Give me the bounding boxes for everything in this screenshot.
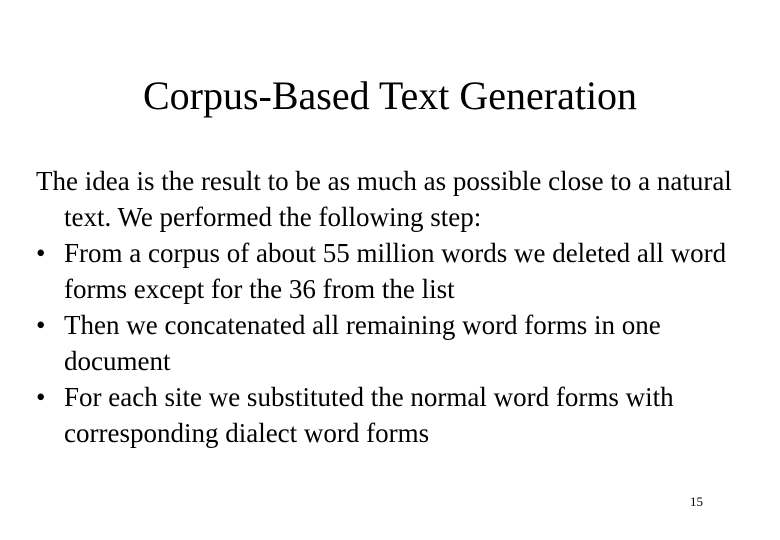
- page-number: 15: [690, 494, 703, 509]
- bullet-item: [36, 379, 756, 451]
- bullet-icon: •: [36, 310, 46, 340]
- bullet-text: Then we concatenated all remaining word forms in one document: [64, 310, 661, 376]
- bullet-icon: •: [36, 238, 46, 268]
- bullet-icon: •: [36, 382, 46, 412]
- bullet-text: For each site we substituted the normal word forms with corresponding dialect word forms: [64, 382, 674, 448]
- intro-paragraph: The idea is the result to be as much as possible close to a natural text. We performed the following step:: [36, 166, 732, 232]
- slide-title: Corpus-Based Text Generation: [142, 73, 638, 118]
- bullet-item: [36, 307, 756, 379]
- slide-body: [36, 163, 756, 451]
- bullet-text: From a corpus of about 55 million words we deleted all word forms except for the 36 from the list: [64, 238, 727, 304]
- bullet-item: [36, 235, 756, 307]
